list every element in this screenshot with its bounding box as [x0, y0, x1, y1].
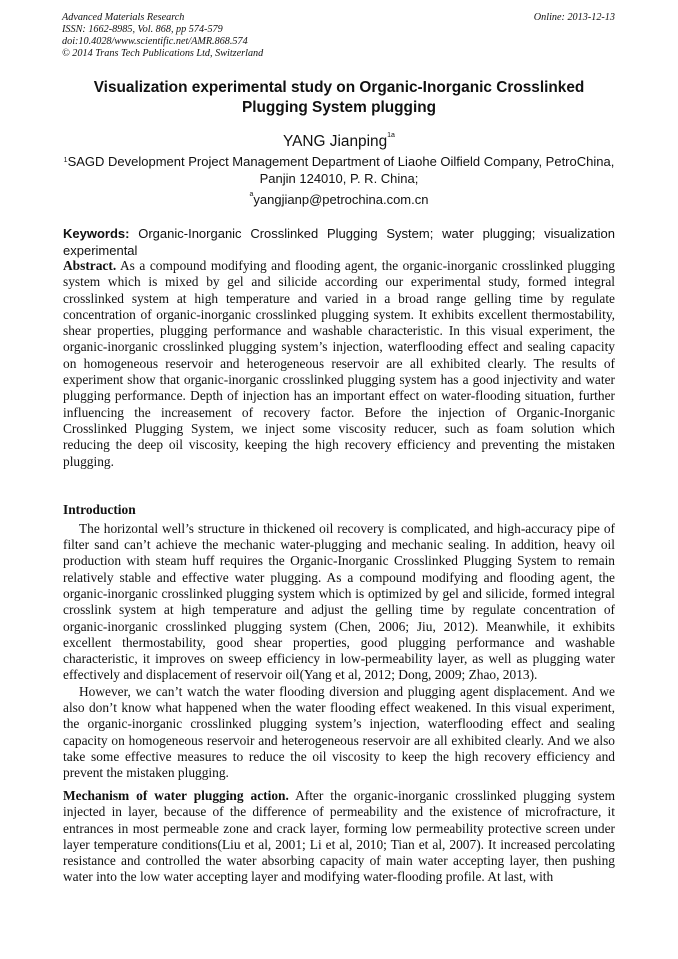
- text-line: [63, 372, 615, 388]
- line-text: organic-inorganic crosslinked plugging system’s injection, waterflooding effect and sealing capacity: [63, 339, 615, 355]
- line-text: Crosslinked Plugging System, we inject some viscosity reducer, such as foam solution which: [63, 420, 615, 436]
- text-line: [63, 307, 615, 323]
- author: [0, 133, 678, 151]
- text-line: [63, 853, 615, 869]
- affil-line: Panjin 124010, P. R. China;: [259, 171, 419, 186]
- text-line: [63, 521, 615, 537]
- text-line: [63, 788, 615, 804]
- text-line: [63, 356, 615, 372]
- text-line: [63, 804, 615, 820]
- keywords: [63, 226, 615, 259]
- line-text: relatively stable and effective water plugging. As a compound modifying and flooding agent, the: [63, 569, 615, 585]
- text-line: [63, 700, 615, 716]
- text-line: [63, 869, 615, 885]
- text-line: [63, 405, 615, 421]
- introduction-section: [63, 502, 615, 782]
- mechanism-section: [63, 788, 615, 886]
- line-text: take some effective measures to reduce the oil viscosity to keep the high recovery efficiency and: [63, 748, 615, 764]
- line-text: water into the low water accepting layer and modifying water-flooding profile. At last, with: [63, 869, 554, 885]
- text-line: [63, 537, 615, 553]
- line-text: effectively and displacement of reservoir oil(Yang et al, 2012; Dong, 2009; Zhao, 2013).: [63, 667, 538, 683]
- abstract: [63, 258, 615, 470]
- text-line: [63, 437, 615, 453]
- line-text: characteristic, it improves on sweep efficiency in low-permeability layer, as well as plugging water: [63, 651, 615, 667]
- text-line: [63, 821, 615, 837]
- author-sup: 1a: [387, 132, 395, 139]
- paragraph-label: Abstract.: [63, 258, 117, 273]
- line-text: concentration of organic-inorganic crosslinked plugging system. It exhibits excellent thermostability,: [63, 306, 615, 322]
- section-heading: Introduction: [63, 502, 136, 517]
- line-text: However, we can’t watch the water flooding diversion and plugging agent displacement. And we: [79, 683, 615, 699]
- line-text: layer temperature conditions(Liu et al, 2001; Li et al, 2010; Tian et al, 2007). It increased percolating: [63, 836, 615, 852]
- line-text: After the organic-inorganic crosslinked plugging system: [288, 788, 615, 803]
- line-text: also don’t know what happened when the water flooding effect weakened. In this visual experiment,: [63, 700, 615, 716]
- text-line: [63, 586, 615, 602]
- title-line: Visualization experimental study on Organic-Inorganic Crosslinked: [93, 79, 585, 96]
- copyright: © 2014 Trans Tech Publications Ltd, Switzerland: [62, 48, 264, 59]
- text-line: [63, 749, 615, 765]
- line-text: injected in layer, because of the difference of permeability and the existence of microfracture, it: [63, 804, 615, 820]
- line-text: experiment show that organic-inorganic crosslinked plugging system has a good injectivity and water: [63, 372, 615, 388]
- doi-link[interactable]: doi:10.4028/www.scientific.net/AMR.868.574: [62, 36, 248, 47]
- line-text: production with steam huff requires the Organic-Inorganic Crosslinked Plugging System to remain: [63, 553, 615, 569]
- line-text: prevent the mistaken plugging.: [63, 765, 229, 781]
- line-text: plugging performance. Depth of injection has an important effect on water-flooding situation, further: [63, 388, 615, 404]
- text-line: [63, 570, 615, 586]
- keywords-label: Keywords:: [63, 226, 130, 241]
- text-line: [63, 733, 615, 749]
- title-line: Plugging System plugging: [241, 98, 437, 116]
- affiliation: [0, 153, 678, 187]
- text-line: [63, 635, 615, 651]
- affil-line: SAGD Development Project Management Department of Liaohe Oilfield Company, PetroChina,: [67, 154, 615, 169]
- line-text: crosslinked system at high temperature and varied in a broad range gelling time by regulate: [63, 290, 615, 306]
- line-text: entrances in most permeable zone and crack layer, forming low permeability protective screen under: [63, 820, 615, 836]
- keywords-text: Organic-Inorganic Crosslinked Plugging System; water plugging; visualization: [138, 226, 615, 241]
- paragraph-label: Mechanism of water plugging action.: [63, 788, 289, 803]
- text-line: [63, 765, 615, 781]
- text-line: [63, 619, 615, 635]
- line-text: As a compound modifying and flooding agent, the organic-inorganic crosslinked plugging: [116, 258, 615, 273]
- line-text: shear properties, plugging performance and washable characteristic. In this visual experiment, the: [63, 323, 615, 339]
- text-line: [63, 339, 615, 355]
- line-text: plugging.: [63, 453, 114, 469]
- line-text: crosslink system at high temperature and adjust the gelling time by regulate concentration of: [63, 602, 615, 618]
- online-date: Online: 2013-12-13: [533, 12, 615, 23]
- line-text: filter sand can’t achieve the mechanic water-plugging and mechanic sealing. In addition, heavy oil: [63, 537, 615, 553]
- line-text: excellent thermostability, good shear properties, good plugging performance and washable: [63, 634, 615, 650]
- journal-name: Advanced Materials Research: [62, 12, 185, 23]
- journal-info: [62, 12, 263, 60]
- line-text: reducing the deep oil viscosity, keeping the high recovery efficiency and preventing the mistaken: [63, 437, 615, 453]
- text-line: [63, 323, 615, 339]
- keywords-text: experimental: [63, 242, 138, 258]
- text-line: [63, 553, 615, 569]
- line-text: resistance and controlled the water absorbing capacity of main water accepting layer, then pushing: [63, 853, 615, 869]
- line-text: The horizontal well’s structure in thickened oil recovery is complicated, and high-accuracy pipe of: [79, 520, 615, 536]
- email-address[interactable]: yangjianp@petrochina.com.cn: [253, 192, 429, 207]
- text-line: [63, 667, 615, 683]
- text-line: [63, 274, 615, 290]
- author-name: YANG Jianping: [283, 133, 388, 150]
- text-line: [63, 291, 615, 307]
- text-line: [63, 716, 615, 732]
- line-text: system which is mixed by gel and silicide according our experimental study, formed integral: [63, 274, 615, 290]
- text-line: [63, 651, 615, 667]
- line-text: influencing the increasement of recovery factor. Before the injection of Organic-Inorganic: [63, 404, 615, 420]
- paper-title: [0, 78, 678, 117]
- issn: ISSN: 1662-8985, Vol. 868, pp 574-579: [62, 24, 223, 35]
- email-sup: a: [249, 191, 254, 198]
- text-line: [63, 684, 615, 700]
- email: [0, 192, 678, 207]
- text-line: [63, 258, 615, 274]
- text-line: [63, 837, 615, 853]
- line-text: on homogeneous reservoir and heterogeneous reservoir are all exhibited clearly. The results of: [63, 355, 615, 371]
- line-text: organic-inorganic crosslinked plugging system which is optimized by gel and silicide, formed integral: [63, 585, 615, 601]
- text-line: [63, 388, 615, 404]
- text-line: [63, 421, 615, 437]
- text-line: [63, 454, 615, 470]
- line-text: the organic-inorganic crosslinked plugging system’s injection, waterflooding effect and sealing: [63, 716, 615, 732]
- affil-sup: 1: [63, 157, 68, 164]
- line-text: capacity on homogeneous reservoir and heterogeneous reservoir are all exhibited clearly. And we also: [63, 732, 615, 748]
- text-line: [63, 602, 615, 618]
- line-text: organic-inorganic crosslinked plugging system (Chen, 2006; Jiu, 2012). Meanwhile, it exhibits: [63, 618, 615, 634]
